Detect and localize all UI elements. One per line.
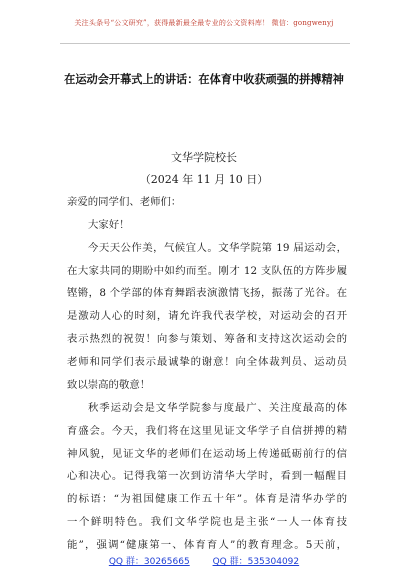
document-date: （2024 年 11 月 10 日） <box>139 173 269 186</box>
header-promo-note: 关注头条号“公文研究”，获得最新最全最专业的公文资料库！ 微信：gongwenyj <box>74 19 334 27</box>
body-line: 育盛会。今天，我们将在这里见证文华学子自信拼搏的精 <box>67 425 347 437</box>
body-line: 是激动人心的时刻，请允许我代表学校，对运动会的召开 <box>67 310 347 322</box>
header-divider <box>60 43 350 44</box>
footer-qq-group-1[interactable]: QQ 群：30265665 <box>108 557 190 567</box>
body-line: 能”，强调“健康第一、体育育人”的教育理念。5天前， <box>67 539 347 551</box>
body-line: 致以崇高的敬意！ <box>67 379 151 391</box>
body-line: 神风貌，见证文华的老师们在运动场上传递砥砺前行的信 <box>67 448 347 460</box>
body-line: 在大家共同的期盼中如约而至。刚才 12 支队伍的方阵步履 <box>67 265 347 277</box>
document-title: 在运动会开幕式上的讲话：在体育中收获顽强的拼搏精神 <box>64 72 344 86</box>
greeting: 大家好！ <box>88 219 130 231</box>
body-line: 铿锵，8 个学部的体育舞蹈表演激情飞扬，振荡了光谷。在 <box>67 287 347 299</box>
body-line: 今天天公作美，气候宜人。文华学院第 19 届运动会， <box>88 242 347 254</box>
footer-qq-group-2[interactable]: QQ 群：535304092 <box>212 557 300 567</box>
body-line: 表示热烈的祝贺！向参与策划、筹备和支持这次运动会的 <box>67 333 347 345</box>
body-line: 的标语：“为祖国健康工作五十年”。体育是清华办学的 <box>67 493 347 505</box>
body-line: 心和决心。记得我第一次到访清华大学时，看到一幅醒目 <box>67 470 347 482</box>
body-line: 秋季运动会是文华学院参与度最广、关注度最高的体 <box>88 402 347 414</box>
footer-contacts <box>0 556 408 568</box>
document-author: 文华学院校长 <box>171 151 237 164</box>
salutation: 亲爱的同学们、老师们： <box>67 196 182 208</box>
body-line: 老师和同学们表示最诚挚的谢意！向全体裁判员、运动员 <box>67 356 347 368</box>
body-line: 一个鲜明特色。我们文华学院也是主张“一人一体育技 <box>67 516 347 528</box>
